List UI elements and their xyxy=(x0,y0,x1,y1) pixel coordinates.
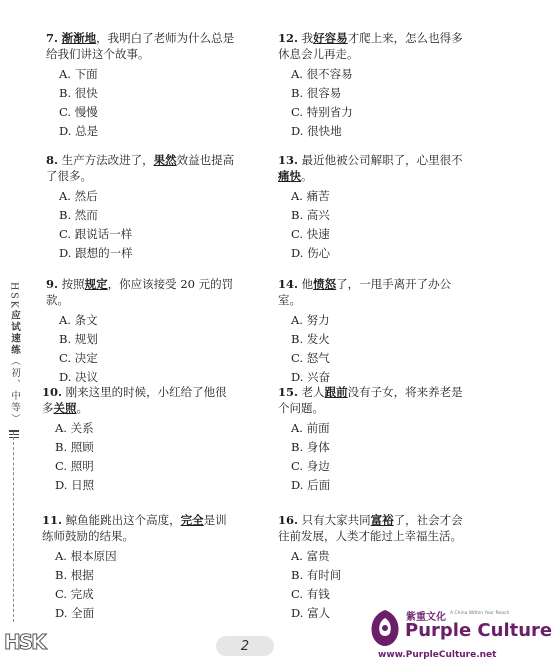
side-title-main: 应试速练 xyxy=(9,309,20,356)
answer-option[interactable]: D. 兴奋 xyxy=(291,370,331,384)
stem-text: ，你应该接受 20 元的罚款。 xyxy=(46,277,234,307)
answer-option[interactable]: C. 慢慢 xyxy=(59,105,98,119)
question-15 xyxy=(278,384,468,495)
options-list xyxy=(46,187,236,263)
question-stem xyxy=(278,384,468,416)
answer-option[interactable]: D. 总是 xyxy=(59,124,99,138)
question-stem xyxy=(46,276,236,308)
answer-option[interactable]: C. 怒气 xyxy=(291,351,330,365)
question-stem xyxy=(42,512,232,544)
stem-text: 没有子女，将来养老是个问题。 xyxy=(278,385,463,415)
brand-chinese: 紫重文化 xyxy=(406,612,446,623)
purple-culture-logo-icon xyxy=(368,608,402,648)
side-rule-thin xyxy=(9,434,19,435)
options-list xyxy=(278,65,468,141)
keyword: 富裕 xyxy=(370,513,394,527)
options-list xyxy=(278,311,468,387)
answer-option[interactable]: B. 身体 xyxy=(291,440,330,454)
stem-text: 我 xyxy=(301,31,314,45)
question-stem xyxy=(278,512,468,544)
page-number: 2 xyxy=(216,636,274,656)
question-number: 11. xyxy=(42,513,63,527)
side-rule xyxy=(9,430,19,432)
answer-option[interactable]: A. 根本原因 xyxy=(55,549,117,563)
stem-text: 是训练师鼓励的结果。 xyxy=(42,513,227,543)
stem-text: 。 xyxy=(301,169,313,183)
answer-option[interactable]: A. 然后 xyxy=(59,189,98,203)
question-stem xyxy=(46,30,236,62)
side-title-level: （初、中等） xyxy=(9,355,20,425)
question-number: 9. xyxy=(46,277,59,291)
question-8 xyxy=(46,152,236,263)
stem-text: 才爬上来，怎么也得多休息会儿再走。 xyxy=(278,31,463,61)
keyword: 完全 xyxy=(180,513,204,527)
margin-dashed-line xyxy=(13,432,14,622)
answer-option[interactable]: D. 很快地 xyxy=(291,124,342,138)
question-14 xyxy=(278,276,468,387)
answer-option[interactable]: D. 伤心 xyxy=(291,246,331,260)
question-number: 12. xyxy=(278,31,299,45)
stem-text: 刚来这里的时候，小红给了他很多 xyxy=(42,385,227,415)
keyword: 好容易 xyxy=(313,31,348,45)
stem-text: 了，一甩手离开了办公室。 xyxy=(278,277,452,307)
answer-option[interactable]: D. 决议 xyxy=(59,370,99,384)
question-12 xyxy=(278,30,468,141)
question-10 xyxy=(42,384,232,495)
question-stem xyxy=(278,276,468,308)
brand-name: Purple Culture xyxy=(405,620,552,641)
brand-url[interactable]: www.PurpleCulture.net xyxy=(378,650,497,660)
keyword: 规定 xyxy=(84,277,108,291)
answer-option[interactable]: C. 快速 xyxy=(291,227,330,241)
keyword: 愤怒 xyxy=(313,277,337,291)
options-list xyxy=(278,187,468,263)
answer-option[interactable]: D. 后面 xyxy=(291,478,331,492)
answer-option[interactable]: C. 身边 xyxy=(291,459,330,473)
answer-option[interactable]: C. 决定 xyxy=(59,351,98,365)
stem-text: 鲸鱼能跳出这个高度， xyxy=(65,513,181,527)
answer-option[interactable]: B. 有时间 xyxy=(291,568,342,582)
answer-option[interactable]: C. 完成 xyxy=(55,587,94,601)
answer-option[interactable]: D. 日照 xyxy=(55,478,95,492)
options-list xyxy=(46,65,236,141)
stem-text: 他 xyxy=(301,277,314,291)
question-number: 13. xyxy=(278,153,299,167)
brand-tagline: A China Within Your Reach xyxy=(450,611,510,616)
answer-option[interactable]: B. 照顾 xyxy=(55,440,94,454)
answer-option[interactable]: A. 富贵 xyxy=(291,549,330,563)
options-list xyxy=(46,311,236,387)
stem-text: 了，社会才会往前发展，人类才能过上幸福生活。 xyxy=(278,513,463,543)
stem-text: 只有大家共同 xyxy=(301,513,371,527)
question-stem xyxy=(46,152,236,184)
answer-option[interactable]: B. 发火 xyxy=(291,332,330,346)
watermark-brand xyxy=(368,606,552,664)
answer-option[interactable]: B. 规划 xyxy=(59,332,98,346)
options-list xyxy=(278,419,468,495)
question-7 xyxy=(46,30,236,141)
question-number: 14. xyxy=(278,277,299,291)
answer-option[interactable]: B. 然而 xyxy=(59,208,98,222)
answer-option[interactable]: C. 跟说话一样 xyxy=(59,227,133,241)
stem-text: 。 xyxy=(76,401,88,415)
stem-text: 老人 xyxy=(301,385,325,399)
answer-option[interactable]: A. 痛苦 xyxy=(291,189,330,203)
question-stem xyxy=(278,30,468,62)
keyword: 果然 xyxy=(153,153,177,167)
stem-text: ，我明白了老师为什么总是给我们讲这个故事。 xyxy=(46,31,235,61)
answer-option[interactable]: B. 很快 xyxy=(59,86,98,100)
question-13 xyxy=(278,152,468,263)
answer-option[interactable]: A. 前面 xyxy=(291,421,330,435)
options-list xyxy=(42,419,232,495)
side-title xyxy=(6,282,22,438)
side-title-latin: HSK xyxy=(8,282,20,310)
answer-option[interactable]: B. 高兴 xyxy=(291,208,330,222)
answer-option[interactable]: A. 下面 xyxy=(59,67,98,81)
question-number: 16. xyxy=(278,513,299,527)
answer-option[interactable]: A. 很不容易 xyxy=(291,67,353,81)
answer-option[interactable]: A. 条文 xyxy=(59,313,98,327)
answer-option[interactable]: D. 全面 xyxy=(55,606,95,620)
keyword: 关照 xyxy=(53,401,77,415)
question-number: 10. xyxy=(42,385,63,399)
answer-option[interactable]: A. 关系 xyxy=(55,421,94,435)
answer-option[interactable]: B. 根据 xyxy=(55,568,94,582)
answer-option[interactable]: B. 很容易 xyxy=(291,86,342,100)
answer-option[interactable]: D. 富人 xyxy=(291,606,331,620)
stem-text: 效益也提高了很多。 xyxy=(46,153,235,183)
keyword: 痛快 xyxy=(278,169,301,183)
answer-option[interactable]: C. 照明 xyxy=(55,459,94,473)
question-number: 7. xyxy=(46,31,59,45)
question-number: 8. xyxy=(46,153,59,167)
question-11 xyxy=(42,512,232,623)
question-9 xyxy=(46,276,236,387)
answer-option[interactable]: D. 跟想的一样 xyxy=(59,246,133,260)
hsk-corner-logo: HSK xyxy=(4,630,45,654)
question-number: 15. xyxy=(278,385,299,399)
keyword: 渐渐地 xyxy=(61,31,97,45)
answer-option[interactable]: C. 有钱 xyxy=(291,587,330,601)
stem-text: 最近他被公司解职了，心里很不 xyxy=(301,153,463,167)
question-stem xyxy=(42,384,232,416)
stem-text: 生产方法改进了， xyxy=(61,153,154,167)
keyword: 跟前 xyxy=(324,385,348,399)
stem-text: 按照 xyxy=(61,277,85,291)
side-rule-thin-2 xyxy=(9,437,19,438)
question-stem xyxy=(278,152,468,184)
options-list xyxy=(42,547,232,623)
answer-option[interactable]: C. 特别省力 xyxy=(291,105,353,119)
answer-option[interactable]: A. 努力 xyxy=(291,313,330,327)
